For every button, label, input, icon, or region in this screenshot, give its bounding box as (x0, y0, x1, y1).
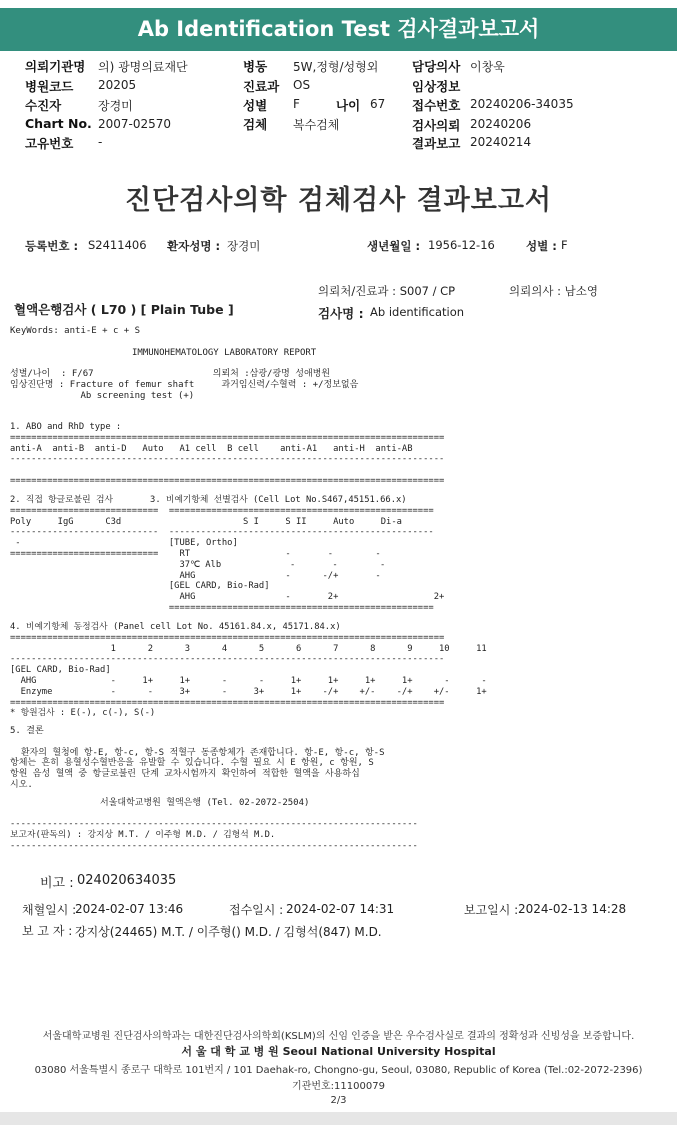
report-title: 진단검사의학 검체검사 결과보고서 (124, 185, 553, 216)
accession-label: 접수번호 (412, 98, 461, 113)
test-group: 혈액은행검사 ( L70 ) [ Plain Tube ] (14, 302, 234, 317)
accession-value: 20240206-34035 (470, 97, 574, 111)
collect-value: 2024-02-07 13:46 (75, 902, 184, 916)
specimen-label: 검체 (243, 117, 268, 132)
page-number: 2/3 (330, 1095, 347, 1106)
collect-label: 채혈일시 : (22, 903, 77, 917)
test-name-value: Ab identification (370, 305, 465, 319)
sex-label: 성별 (243, 98, 268, 113)
remark-label: 비고 : (40, 876, 74, 891)
age-label: 나이 (336, 98, 361, 113)
unique-no-label: 고유번호 (25, 136, 74, 151)
dat-screen-section: 2. 직접 항글로불린 검사 3. 비예기항체 선별검사 (Cell Lot No.S467,45151.66.x) ============================ ================================================== Poly IgG C3d S I S II Auto Di-a ---------------------------- -------------------------------------------------- - [TUBE, Ortho] ============================ RT - - - 37℃ Alb - - - AHG - -/+ - [GEL CARD, Bio-Rad] AHG - 2+ 2+ ================================================== (10, 495, 445, 613)
hospital-code-value: 20205 (98, 78, 137, 92)
result-date-label: 결과보고 (412, 136, 461, 151)
request-date-value: 20240206 (470, 117, 532, 131)
ward-label: 병동 (243, 59, 268, 74)
hospital-code-label: 병원코드 (25, 79, 74, 94)
attending-value: 이창욱 (470, 60, 505, 74)
reporter-label: 보 고 자 : (22, 924, 73, 938)
reg-no-value: S2411406 (88, 238, 147, 252)
institution-number: 기관번호:11100079 (292, 1081, 385, 1092)
dob-label: 생년월일 : (367, 239, 421, 253)
chart-no-label: Chart No. (25, 116, 92, 131)
header-title: Ab Identification Test 검사결과보고서 (137, 17, 540, 41)
unique-no-value: - (98, 135, 103, 149)
patient-name-label: 환자성명 : (167, 239, 221, 253)
report-date-label: 보고일시 : (464, 903, 519, 917)
blood-bank-info: 서울대학교병원 혈액은행 (Tel. 02-2072-2504) (100, 798, 310, 808)
panel-section: 4. 비예기항체 동정검사 (Panel cell Lot No. 45161.84.x, 45171.84.x) ================================================================================== 1 2 3 4 5 6 7 8 9 10 11 ---------------------------------------------------------------------------------- [GEL CARD, Bio-Rad] AHG - 1+ 1+ - - 1+ 1+ 1+ 1+ - - Enzyme - - 3+ - 3+ 1+ -/+ +/- -/+ +/- 1+ ================================================================================== * 항원검사 : E(-), c(-), S(-) (10, 622, 487, 719)
receive-value: 2024-02-07 14:31 (286, 902, 395, 916)
reg-no-label: 등록번호 : (25, 239, 79, 253)
reporter-value: 강지상(24465) M.T. / 이주형() M.D. / 김형석(847) M.D. (75, 925, 382, 939)
department-value: OS (293, 78, 311, 92)
report-sex-value: F (561, 238, 568, 252)
patient-name-value: 장경미 (227, 239, 261, 253)
remark-value: 024020634035 (77, 873, 177, 888)
sex-value: F (293, 97, 300, 111)
attending-label: 담당의사 (412, 59, 461, 74)
reporter-block: ----------------------------------------------------------------------------- 보고자(판독의) : 강지상 M.T. / 이주형 M.D. / 김형석 M.D. ----------------------------------------------------------------------------- (10, 819, 418, 851)
requesting-org-value: 의) 광명의료재단 (98, 60, 188, 74)
request-date-label: 검사의뢰 (412, 118, 461, 133)
patient-value: 장경미 (98, 99, 133, 113)
certification-text: 서울대학교병원 진단검사의학과는 대한진단검사의학회(KSLM)의 신임 인증을 받은 우수검사실로 결과의 정확성과 신빙성을 보증합니다. (42, 1031, 635, 1042)
chart-no-value: 2007-02570 (98, 117, 172, 131)
hospital-address: 03080 서울특별시 종로구 대학로 101번지 / 101 Daehak-ro, Chongno-gu, Seoul, 03080, Republic of Korea (Tel.:02-2072-2396) (34, 1065, 643, 1076)
department-label: 진료과 (243, 79, 280, 94)
ward-value: 5W,정형/성형외 (293, 60, 379, 74)
doctor-info: 의뢰의사 : 남소영 (509, 284, 598, 298)
keywords: KeyWords: anti-E + c + S (10, 326, 141, 336)
test-name-label: 검사명 : (318, 306, 364, 321)
clinical-info-label: 임상정보 (412, 79, 461, 94)
patient-block: 성별/나이 : F/67 의뢰처 :삼광/광명 성애병원 임상진단명 : Fracture of femur shaft 과거임신력/수혈력 : +/정보없음 Ab screening test (+) (10, 369, 359, 401)
specimen-value: 복수검체 (293, 118, 340, 132)
result-date-value: 20240214 (470, 135, 532, 149)
age-value: 67 (370, 97, 386, 111)
requesting-org-label: 의뢰기관명 (25, 59, 86, 74)
bottom-band (0, 1112, 677, 1125)
patient-label: 수진자 (25, 98, 62, 113)
lab-report-title: IMMUNOHEMATOLOGY LABORATORY REPORT (132, 348, 317, 358)
conclusion-section: 5. 결론 환자의 혈청에 항-E, 항-c, 항-S 적혈구 동종항체가 존재합니다. 항-E, 항-c, 항-S 항체는 흔히 용혈성수혈반응을 유발할 수 있습니다. 수혈 필요 시 E 항원, c 항원, S 항원 음성 혈액 중 항글로불린 단계 교차시험까지 확인하여 적합한 혈액을 사용하십 시오. (10, 726, 385, 790)
receive-label: 접수일시 : (229, 903, 284, 917)
dept-info: 의뢰처/진료과 : S007 / CP (318, 284, 456, 298)
report-date-value: 2024-02-13 14:28 (518, 902, 627, 916)
hospital-name: 서 울 대 학 교 병 원 Seoul National University Hospital (181, 1045, 496, 1058)
abo-section: 1. ABO and RhD type : ================================================================================== anti-A anti-B anti-D Auto A1 cell B cell anti-A1 anti-H anti-AB ---------------------------------------------------------------------------------- ================================================================================== (10, 422, 445, 486)
dob-value: 1956-12-16 (428, 238, 495, 252)
report-sex-label: 성별 : (526, 239, 557, 253)
